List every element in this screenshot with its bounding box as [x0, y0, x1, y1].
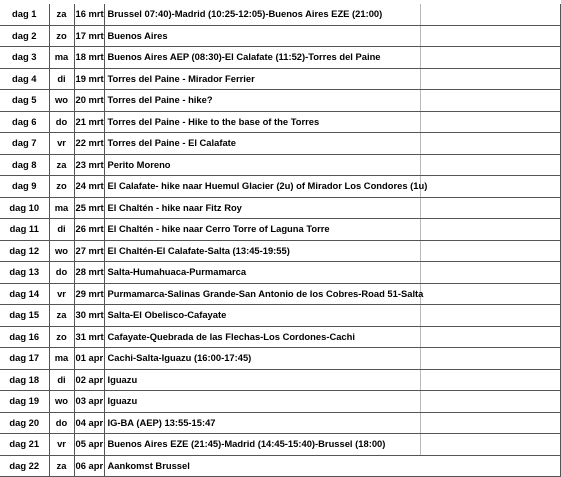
- day-number-cell: dag 18: [0, 369, 49, 391]
- table-row: [0, 391, 560, 413]
- table-row: [0, 240, 560, 262]
- description-cell: Torres del Paine - El Calafate: [104, 133, 560, 155]
- date-cell: 02 apr: [74, 369, 104, 391]
- weekday-cell: ma: [49, 348, 74, 370]
- day-number-cell: dag 5: [0, 90, 49, 112]
- day-number-cell: dag 22: [0, 455, 49, 477]
- date-cell: 27 mrt: [74, 240, 104, 262]
- description-cell: Iguazu: [104, 369, 560, 391]
- day-number-cell: dag 4: [0, 68, 49, 90]
- date-cell: 28 mrt: [74, 262, 104, 284]
- description-cell: El Chaltén - hike naar Cerro Torre of Laguna Torre: [104, 219, 560, 241]
- table-row: [0, 262, 560, 284]
- weekday-cell: za: [49, 455, 74, 477]
- description-cell: Iguazu: [104, 391, 560, 413]
- date-cell: 26 mrt: [74, 219, 104, 241]
- weekday-cell: di: [49, 68, 74, 90]
- itinerary-rows: [0, 4, 560, 477]
- date-cell: 25 mrt: [74, 197, 104, 219]
- table-row: [0, 283, 560, 305]
- weekday-cell: za: [49, 4, 74, 25]
- date-cell: 03 apr: [74, 391, 104, 413]
- table-row: [0, 176, 560, 198]
- description-cell: Torres del Paine - Mirador Ferrier: [104, 68, 560, 90]
- day-number-cell: dag 13: [0, 262, 49, 284]
- weekday-cell: ma: [49, 197, 74, 219]
- weekday-cell: zo: [49, 25, 74, 47]
- table-row: [0, 4, 560, 25]
- day-number-cell: dag 12: [0, 240, 49, 262]
- day-number-cell: dag 9: [0, 176, 49, 198]
- weekday-cell: do: [49, 262, 74, 284]
- description-cell: Buenos Aires: [104, 25, 560, 47]
- day-number-cell: dag 2: [0, 25, 49, 47]
- day-number-cell: dag 21: [0, 434, 49, 456]
- date-cell: 22 mrt: [74, 133, 104, 155]
- date-cell: 01 apr: [74, 348, 104, 370]
- weekday-cell: zo: [49, 326, 74, 348]
- table-row: [0, 154, 560, 176]
- description-cell: Torres del Paine - Hike to the base of the Torres: [104, 111, 560, 133]
- day-number-cell: dag 20: [0, 412, 49, 434]
- description-cell: El Chaltén - hike naar Fitz Roy: [104, 197, 560, 219]
- day-number-cell: dag 8: [0, 154, 49, 176]
- weekday-cell: wo: [49, 240, 74, 262]
- weekday-cell: wo: [49, 391, 74, 413]
- weekday-cell: di: [49, 369, 74, 391]
- day-number-cell: dag 3: [0, 47, 49, 69]
- weekday-cell: do: [49, 111, 74, 133]
- day-number-cell: dag 6: [0, 111, 49, 133]
- table-row: [0, 434, 560, 456]
- date-cell: 06 apr: [74, 455, 104, 477]
- date-cell: 24 mrt: [74, 176, 104, 198]
- table-row: [0, 197, 560, 219]
- date-cell: 29 mrt: [74, 283, 104, 305]
- day-number-cell: dag 7: [0, 133, 49, 155]
- date-cell: 18 mrt: [74, 47, 104, 69]
- date-cell: 05 apr: [74, 434, 104, 456]
- date-cell: 04 apr: [74, 412, 104, 434]
- table-row: [0, 133, 560, 155]
- description-cell: Brussel 07:40)-Madrid (10:25-12:05)-Buenos Aires EZE (21:00): [104, 4, 560, 25]
- day-number-cell: dag 19: [0, 391, 49, 413]
- date-cell: 17 mrt: [74, 25, 104, 47]
- description-cell: Buenos Aires EZE (21:45)-Madrid (14:45-15:40)-Brussel (18:00): [104, 434, 560, 456]
- itinerary-table: [0, 4, 561, 477]
- day-number-cell: dag 17: [0, 348, 49, 370]
- table-row: [0, 111, 560, 133]
- weekday-cell: vr: [49, 133, 74, 155]
- weekday-cell: za: [49, 154, 74, 176]
- day-number-cell: dag 15: [0, 305, 49, 327]
- date-cell: 21 mrt: [74, 111, 104, 133]
- table-row: [0, 305, 560, 327]
- table-row: [0, 90, 560, 112]
- day-number-cell: dag 10: [0, 197, 49, 219]
- day-number-cell: dag 14: [0, 283, 49, 305]
- description-cell: Torres del Paine - hike?: [104, 90, 560, 112]
- weekday-cell: zo: [49, 176, 74, 198]
- description-cell: IG-BA (AEP) 13:55-15:47: [104, 412, 560, 434]
- date-cell: 31 mrt: [74, 326, 104, 348]
- table-row: [0, 25, 560, 47]
- day-number-cell: dag 11: [0, 219, 49, 241]
- table-row: [0, 68, 560, 90]
- description-cell: Purmamarca-Salinas Grande-San Antonio de los Cobres-Road 51-Salta: [104, 283, 560, 305]
- table-row: [0, 47, 560, 69]
- description-cell: Cafayate-Quebrada de las Flechas-Los Cordones-Cachi: [104, 326, 560, 348]
- date-cell: 19 mrt: [74, 68, 104, 90]
- table-row: [0, 455, 560, 477]
- description-cell: Salta-Humahuaca-Purmamarca: [104, 262, 560, 284]
- date-cell: 16 mrt: [74, 4, 104, 25]
- table-row: [0, 326, 560, 348]
- day-number-cell: dag 1: [0, 4, 49, 25]
- table-row: [0, 412, 560, 434]
- description-cell: El Calafate- hike naar Huemul Glacier (2u) of Mirador Los Condores (1u): [104, 176, 560, 198]
- table-row: [0, 348, 560, 370]
- description-cell: Perito Moreno: [104, 154, 560, 176]
- date-cell: 20 mrt: [74, 90, 104, 112]
- description-cell: Salta-El Obelisco-Cafayate: [104, 305, 560, 327]
- description-cell: Aankomst Brussel: [104, 455, 560, 477]
- date-cell: 23 mrt: [74, 154, 104, 176]
- weekday-cell: vr: [49, 283, 74, 305]
- day-number-cell: dag 16: [0, 326, 49, 348]
- weekday-cell: ma: [49, 47, 74, 69]
- date-cell: 30 mrt: [74, 305, 104, 327]
- weekday-cell: wo: [49, 90, 74, 112]
- weekday-cell: za: [49, 305, 74, 327]
- weekday-cell: do: [49, 412, 74, 434]
- description-cell: Buenos Aires AEP (08:30)-El Calafate (11:52)-Torres del Paine: [104, 47, 560, 69]
- itinerary-sheet: [0, 4, 428, 471]
- weekday-cell: vr: [49, 434, 74, 456]
- table-row: [0, 369, 560, 391]
- description-cell: El Chaltén-El Calafate-Salta (13:45-19:55): [104, 240, 560, 262]
- table-row: [0, 219, 560, 241]
- description-cell: Cachi-Salta-Iguazu (16:00-17:45): [104, 348, 560, 370]
- weekday-cell: di: [49, 219, 74, 241]
